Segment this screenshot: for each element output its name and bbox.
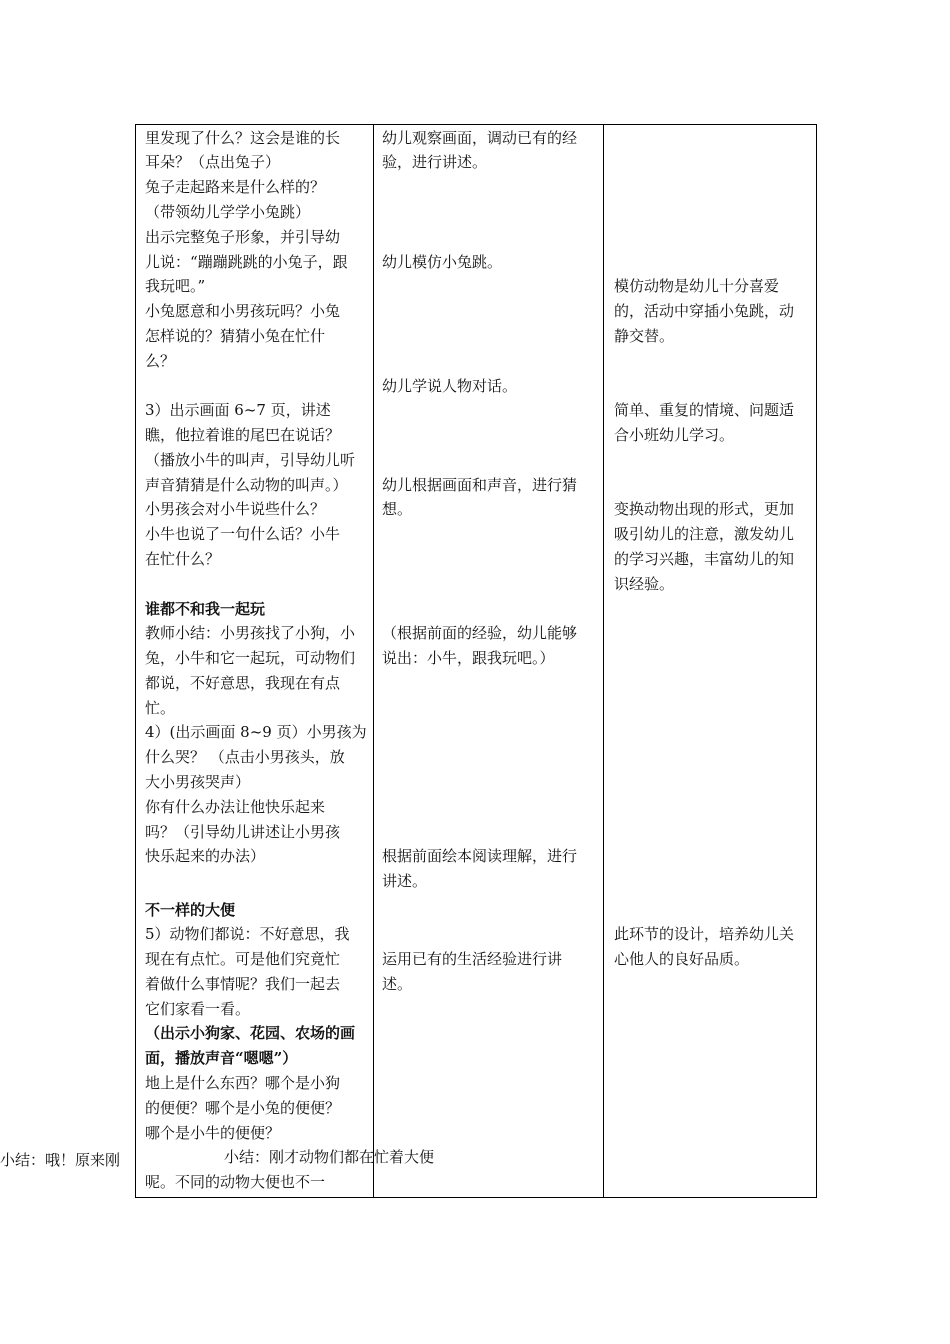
text-line: 心他人的良好品质。 (614, 950, 750, 968)
text-line: 小男孩会对小牛说些什么？ (145, 500, 326, 518)
text-line: （播放小牛的叫声，引导幼儿听 (145, 451, 356, 469)
text-line: 幼儿学说人物对话。 (382, 377, 518, 395)
design-intent-cell (604, 125, 817, 1198)
text-line: 兔子走起路来是什么样的？ (145, 178, 326, 196)
text-line: 想。 (382, 500, 413, 518)
text-line: 什么哭？ （点击小男孩头，放 (145, 748, 345, 766)
table-row (136, 125, 817, 1198)
text-line: （带领幼儿学学小兔跳） (145, 203, 311, 221)
text-line: 简单、重复的情境、问题适 (614, 401, 795, 419)
text-line: 小兔愿意和小男孩玩吗？小兔 (145, 302, 341, 320)
text-line: 5）动物们都说：不好意思，我 (145, 925, 350, 943)
text-line: 忙。 (145, 699, 176, 717)
text-line: 识经验。 (614, 575, 675, 593)
text-line: （根据前面的经验，幼儿能够 (382, 624, 578, 642)
text-line: 幼儿模仿小兔跳。 (382, 253, 503, 271)
text-line: 声音猜猜是什么动物的叫声。） (145, 476, 348, 494)
text-line: 的便便？哪个是小兔的便便？ (145, 1099, 341, 1117)
text-line: 大小男孩哭声） (145, 773, 251, 791)
text-line: 瞧，他拉着谁的尾巴在说话？ (145, 426, 341, 444)
text-line: 出示完整兔子形象，并引导幼 (145, 228, 341, 246)
text-line: 吸引幼儿的注意，激发幼儿 (614, 525, 795, 543)
text-line: 快乐起来的办法） (145, 847, 266, 865)
text-line: 着做什么事情呢？我们一起去 (145, 975, 341, 993)
text-line: 说出：小牛，跟我玩吧。） (382, 649, 555, 667)
text-line: 现在有点忙。可是他们究竟忙 (145, 950, 341, 968)
text-line: 的，活动中穿插小兔跳，动 (614, 302, 795, 320)
text-line: 都说，不好意思，我现在有点 (145, 674, 341, 692)
text-line: 讲述。 (382, 872, 428, 890)
section-heading: 不一样的大便 (145, 901, 236, 919)
text-line: 模仿动物是幼儿十分喜爱 (614, 277, 780, 295)
text-line: 合小班幼儿学习。 (614, 426, 735, 444)
text-line: 么？ (145, 352, 176, 370)
text-line: 的学习兴趣，丰富幼儿的知 (614, 550, 795, 568)
text-line: 耳朵？（点出兔子） (145, 153, 281, 171)
text-line: 它们家看一看。 (145, 1000, 251, 1018)
text-line: 小牛也说了一句什么话？小牛 (145, 525, 341, 543)
text-line: 4）(出示画面 8~9 页）小男孩为 (145, 723, 367, 741)
section-heading: 谁都不和我一起玩 (145, 600, 266, 618)
text-line: 我玩吧。” (145, 277, 206, 295)
text-line: 地上是什么东西？哪个是小狗 (145, 1074, 341, 1092)
text-line: 吗？（引导幼儿讲述让小男孩 (145, 823, 341, 841)
child-activity-cell (374, 125, 604, 1198)
text-line: 静交替。 (614, 327, 675, 345)
text-line: 怎样说的？猜猜小兔在忙什 (145, 327, 326, 345)
text-line: 此环节的设计，培养幼儿关 (614, 925, 795, 943)
overflow-text: 小结：哦！原来刚 (0, 1151, 121, 1169)
lesson-plan-table (135, 124, 817, 1198)
text-line: 里发现了什么？这会是谁的长 (145, 129, 341, 147)
text-line: 兔，小牛和它一起玩，可动物们 (145, 649, 356, 667)
text-line: 述。 (382, 975, 413, 993)
text-line: 3）出示画面 6~7 页，讲述 (145, 401, 331, 419)
text-line: 根据前面绘本阅读理解，进行 (382, 847, 578, 865)
text-line: 幼儿根据画面和声音，进行猜 (382, 476, 578, 494)
text-line: 哪个是小牛的便便？ (145, 1124, 281, 1142)
text-line: 教师小结：小男孩找了小狗，小 (145, 624, 356, 642)
text-line: 你有什么办法让他快乐起来 (145, 798, 326, 816)
text-line: 面，播放声音“嗯嗯”） (145, 1049, 298, 1067)
text-line: 变换动物出现的形式，更加 (614, 500, 795, 518)
text-line: 运用已有的生活经验进行讲 (382, 950, 563, 968)
text-line: 呢。不同的动物大便也不一 (145, 1173, 326, 1191)
text-line: 在忙什么？ (145, 550, 221, 568)
text-line: （出示小狗家、花园、农场的画 (145, 1024, 356, 1042)
text-line: 验，进行讲述。 (382, 153, 488, 171)
text-line: 儿说：“蹦蹦跳跳的小兔子，跟 (145, 253, 348, 271)
text-line: 幼儿观察画面，调动已有的经 (382, 129, 578, 147)
text-line: 小结：刚才动物们都在忙着大便 (224, 1148, 435, 1166)
